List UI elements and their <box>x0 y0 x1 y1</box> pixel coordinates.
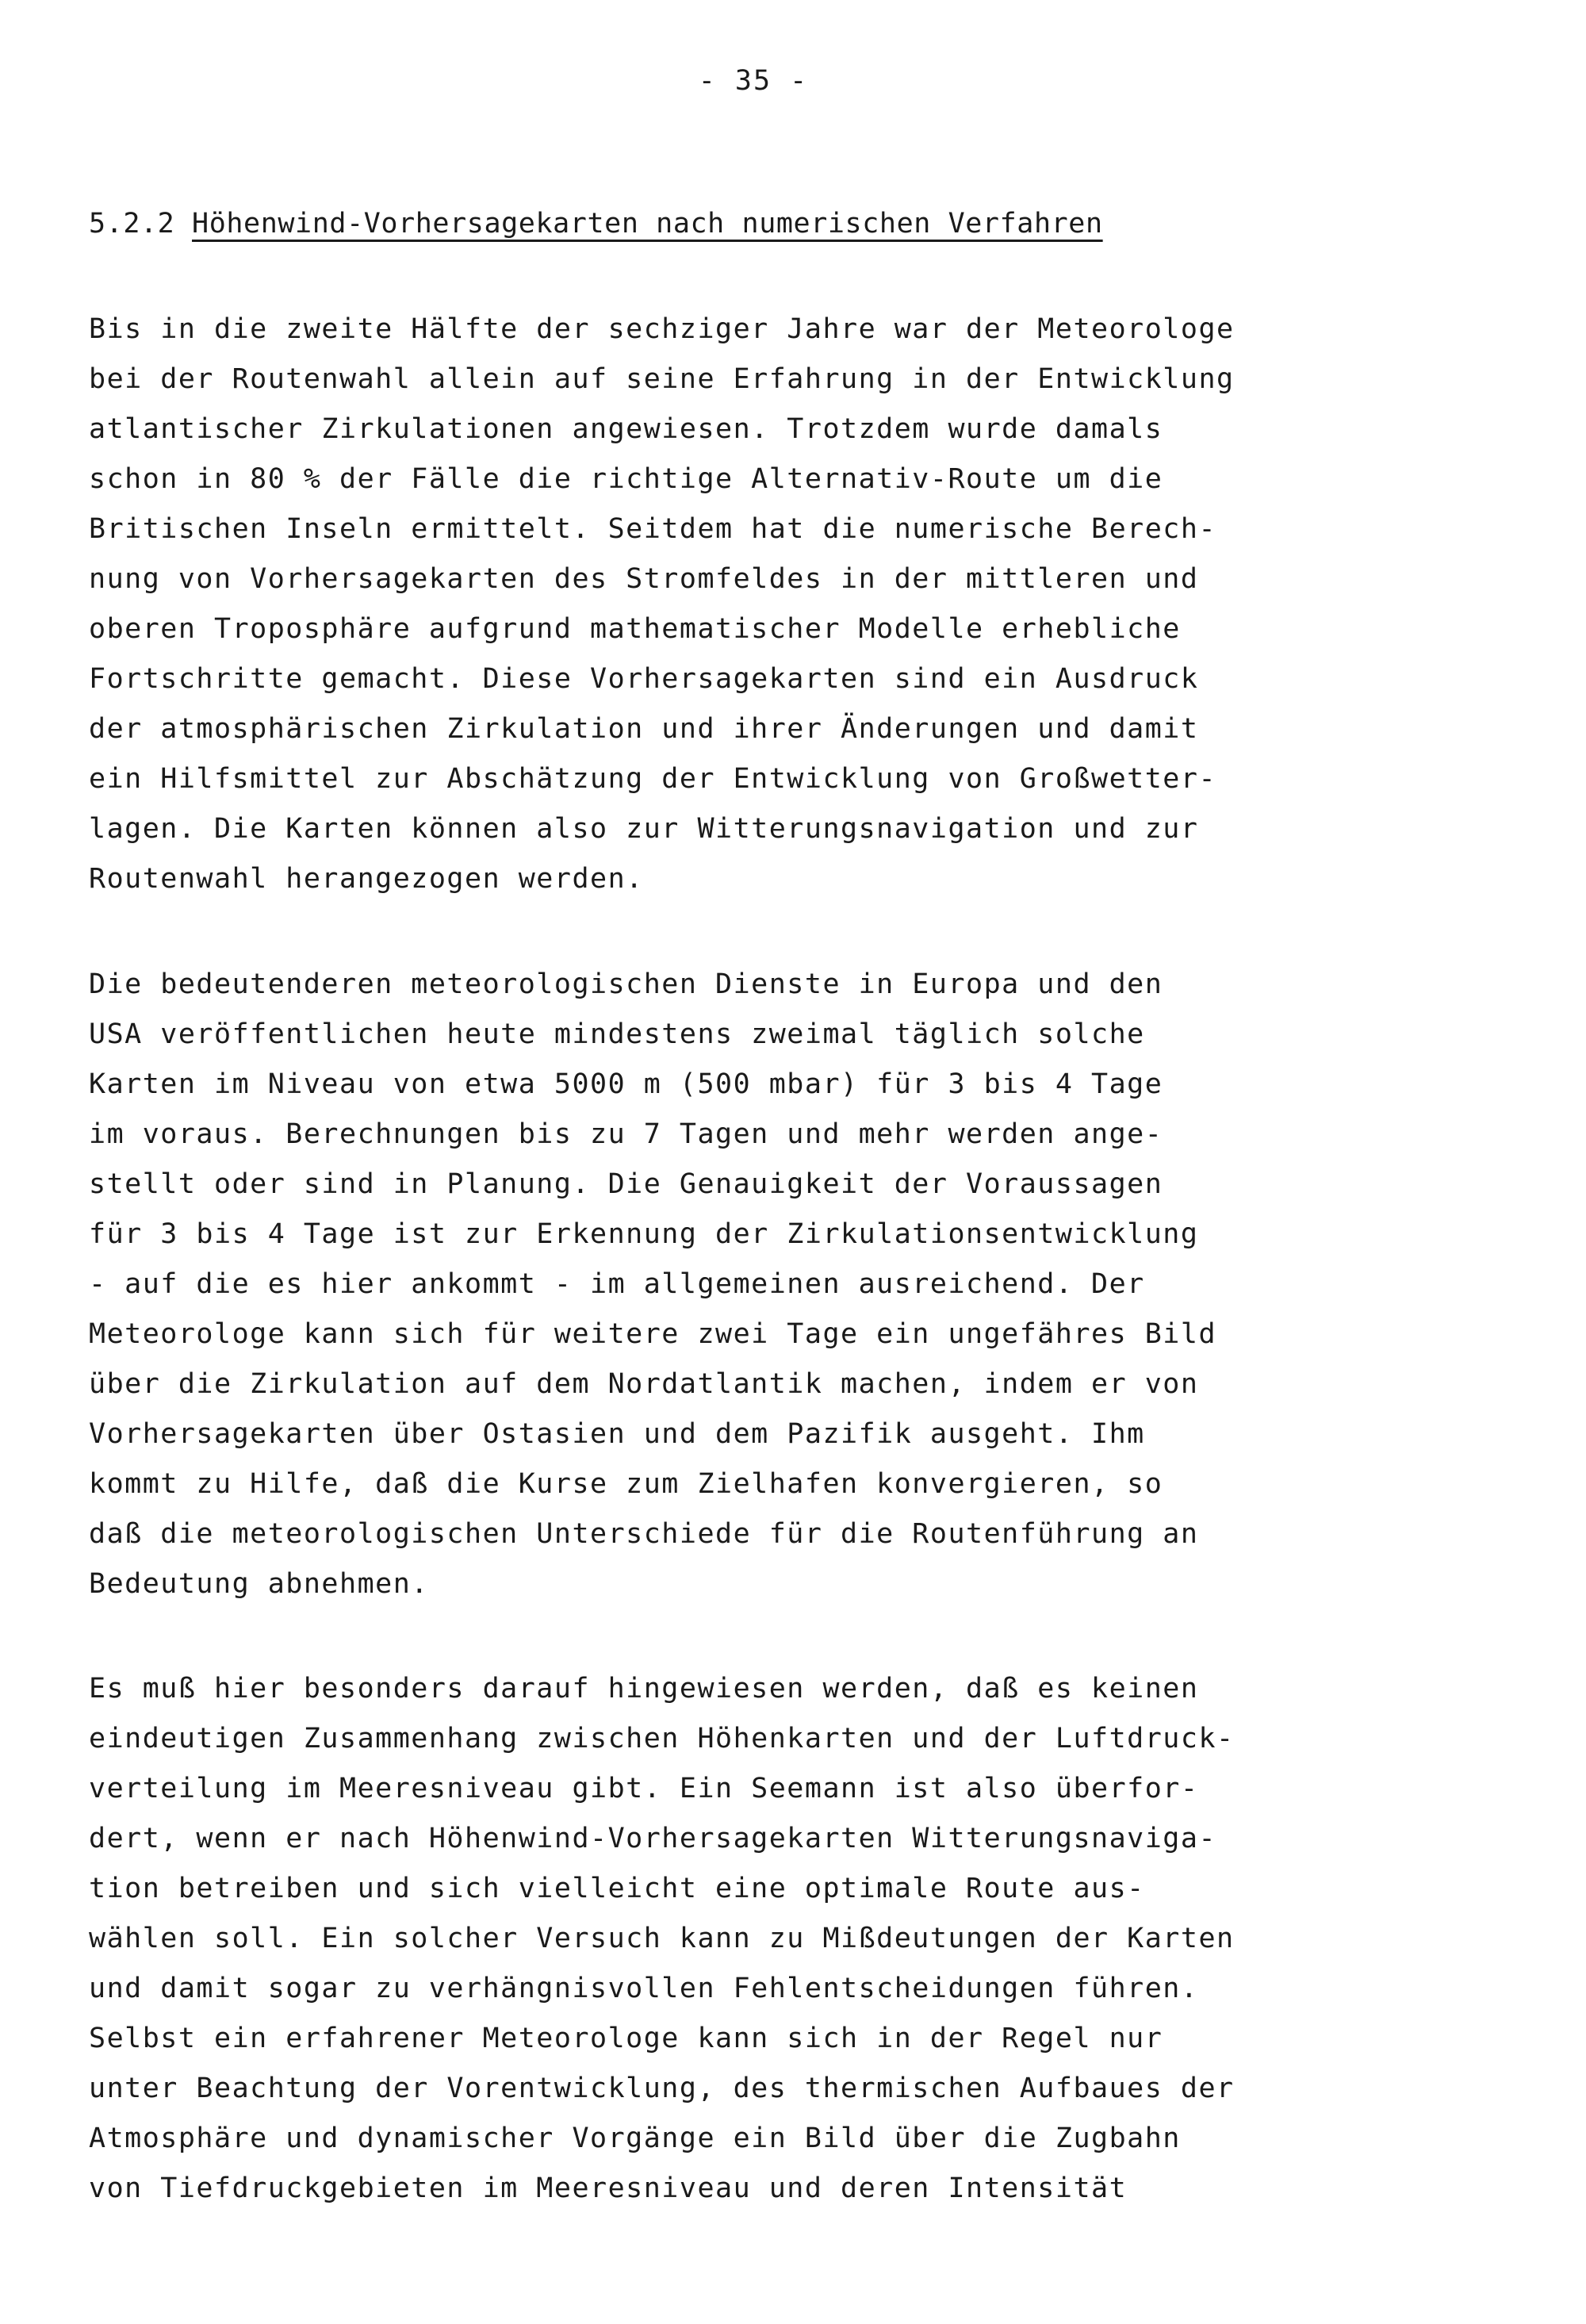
text-line: kommt zu Hilfe, daß die Kurse zum Zielhafen konvergieren, so <box>89 1468 1163 1500</box>
paragraph-2 <box>89 960 1500 1609</box>
text-line: für 3 bis 4 Tage ist zur Erkennung der Zirkulationsentwicklung <box>89 1218 1199 1250</box>
text-line: Bis in die zweite Hälfte der sechziger Jahre war der Meteorologe <box>89 313 1235 345</box>
text-line: schon in 80 % der Fälle die richtige Alternativ-Route um die <box>89 463 1163 495</box>
paragraph-3 <box>89 1664 1500 2214</box>
text-line: daß die meteorologischen Unterschiede für die Routenführung an <box>89 1518 1199 1550</box>
text-line: verteilung im Meeresniveau gibt. Ein Seemann ist also überfor- <box>89 1773 1199 1804</box>
text-line: tion betreiben und sich vielleicht eine optimale Route aus- <box>89 1873 1145 1904</box>
text-line: und damit sogar zu verhängnisvollen Fehlentscheidungen führen. <box>89 1973 1199 2004</box>
text-line: Atmosphäre und dynamischer Vorgänge ein Bild über die Zugbahn <box>89 2123 1181 2154</box>
text-line: bei der Routenwahl allein auf seine Erfahrung in der Entwicklung <box>89 363 1235 395</box>
text-line: unter Beachtung der Vorentwicklung, des thermischen Aufbaues der <box>89 2073 1235 2104</box>
text-line: Bedeutung abnehmen. <box>89 1568 429 1600</box>
text-line: USA veröffentlichen heute mindestens zweimal täglich solche <box>89 1018 1145 1050</box>
text-line: Es muß hier besonders darauf hingewiesen werden, daß es keinen <box>89 1673 1199 1705</box>
text-line: eindeutigen Zusammenhang zwischen Höhenkarten und der Luftdruck- <box>89 1723 1235 1755</box>
text-line: Die bedeutenderen meteorologischen Dienste in Europa und den <box>89 968 1163 1000</box>
text-line: Selbst ein erfahrener Meteorologe kann sich in der Regel nur <box>89 2023 1163 2054</box>
text-line: oberen Troposphäre aufgrund mathematischer Modelle erhebliche <box>89 613 1181 645</box>
page-number: - 35 - <box>698 65 809 97</box>
section-number: 5.2.2 <box>89 208 175 240</box>
text-line: ein Hilfsmittel zur Abschätzung der Entwicklung von Großwetter- <box>89 763 1217 795</box>
text-line: Meteorologe kann sich für weitere zwei Tage ein ungefähres Bild <box>89 1318 1217 1350</box>
text-line: Britischen Inseln ermittelt. Seitdem hat die numerische Berech- <box>89 513 1217 545</box>
text-line: - auf die es hier ankommt - im allgemeinen ausreichend. Der <box>89 1268 1145 1300</box>
text-line: wählen soll. Ein solcher Versuch kann zu Mißdeutungen der Karten <box>89 1923 1235 1954</box>
text-line: nung von Vorhersagekarten des Stromfeldes in der mittleren und <box>89 563 1199 595</box>
section-heading <box>89 208 1103 240</box>
text-line: von Tiefdruckgebieten im Meeresniveau und deren Intensität <box>89 2173 1128 2204</box>
text-line: über die Zirkulation auf dem Nordatlantik machen, indem er von <box>89 1368 1199 1400</box>
text-line: dert, wenn er nach Höhenwind-Vorhersagekarten Witterungsnaviga- <box>89 1823 1217 1854</box>
text-line: stellt oder sind in Planung. Die Genauigkeit der Voraussagen <box>89 1168 1163 1200</box>
text-line: Karten im Niveau von etwa 5000 m (500 mbar) für 3 bis 4 Tage <box>89 1068 1163 1100</box>
text-line: im voraus. Berechnungen bis zu 7 Tagen und mehr werden ange- <box>89 1118 1163 1150</box>
section-title: Höhenwind-Vorhersagekarten nach numerischen Verfahren <box>192 208 1103 240</box>
text-line: Fortschritte gemacht. Diese Vorhersagekarten sind ein Ausdruck <box>89 663 1199 695</box>
text-line: lagen. Die Karten können also zur Witterungsnavigation und zur <box>89 813 1199 845</box>
text-line: Vorhersagekarten über Ostasien und dem Pazifik ausgeht. Ihm <box>89 1418 1145 1450</box>
paragraph-1 <box>89 305 1500 904</box>
text-line: atlantischer Zirkulationen angewiesen. Trotzdem wurde damals <box>89 413 1163 445</box>
text-line: der atmosphärischen Zirkulation und ihrer Änderungen und damit <box>89 713 1199 745</box>
text-line: Routenwahl herangezogen werden. <box>89 863 644 895</box>
